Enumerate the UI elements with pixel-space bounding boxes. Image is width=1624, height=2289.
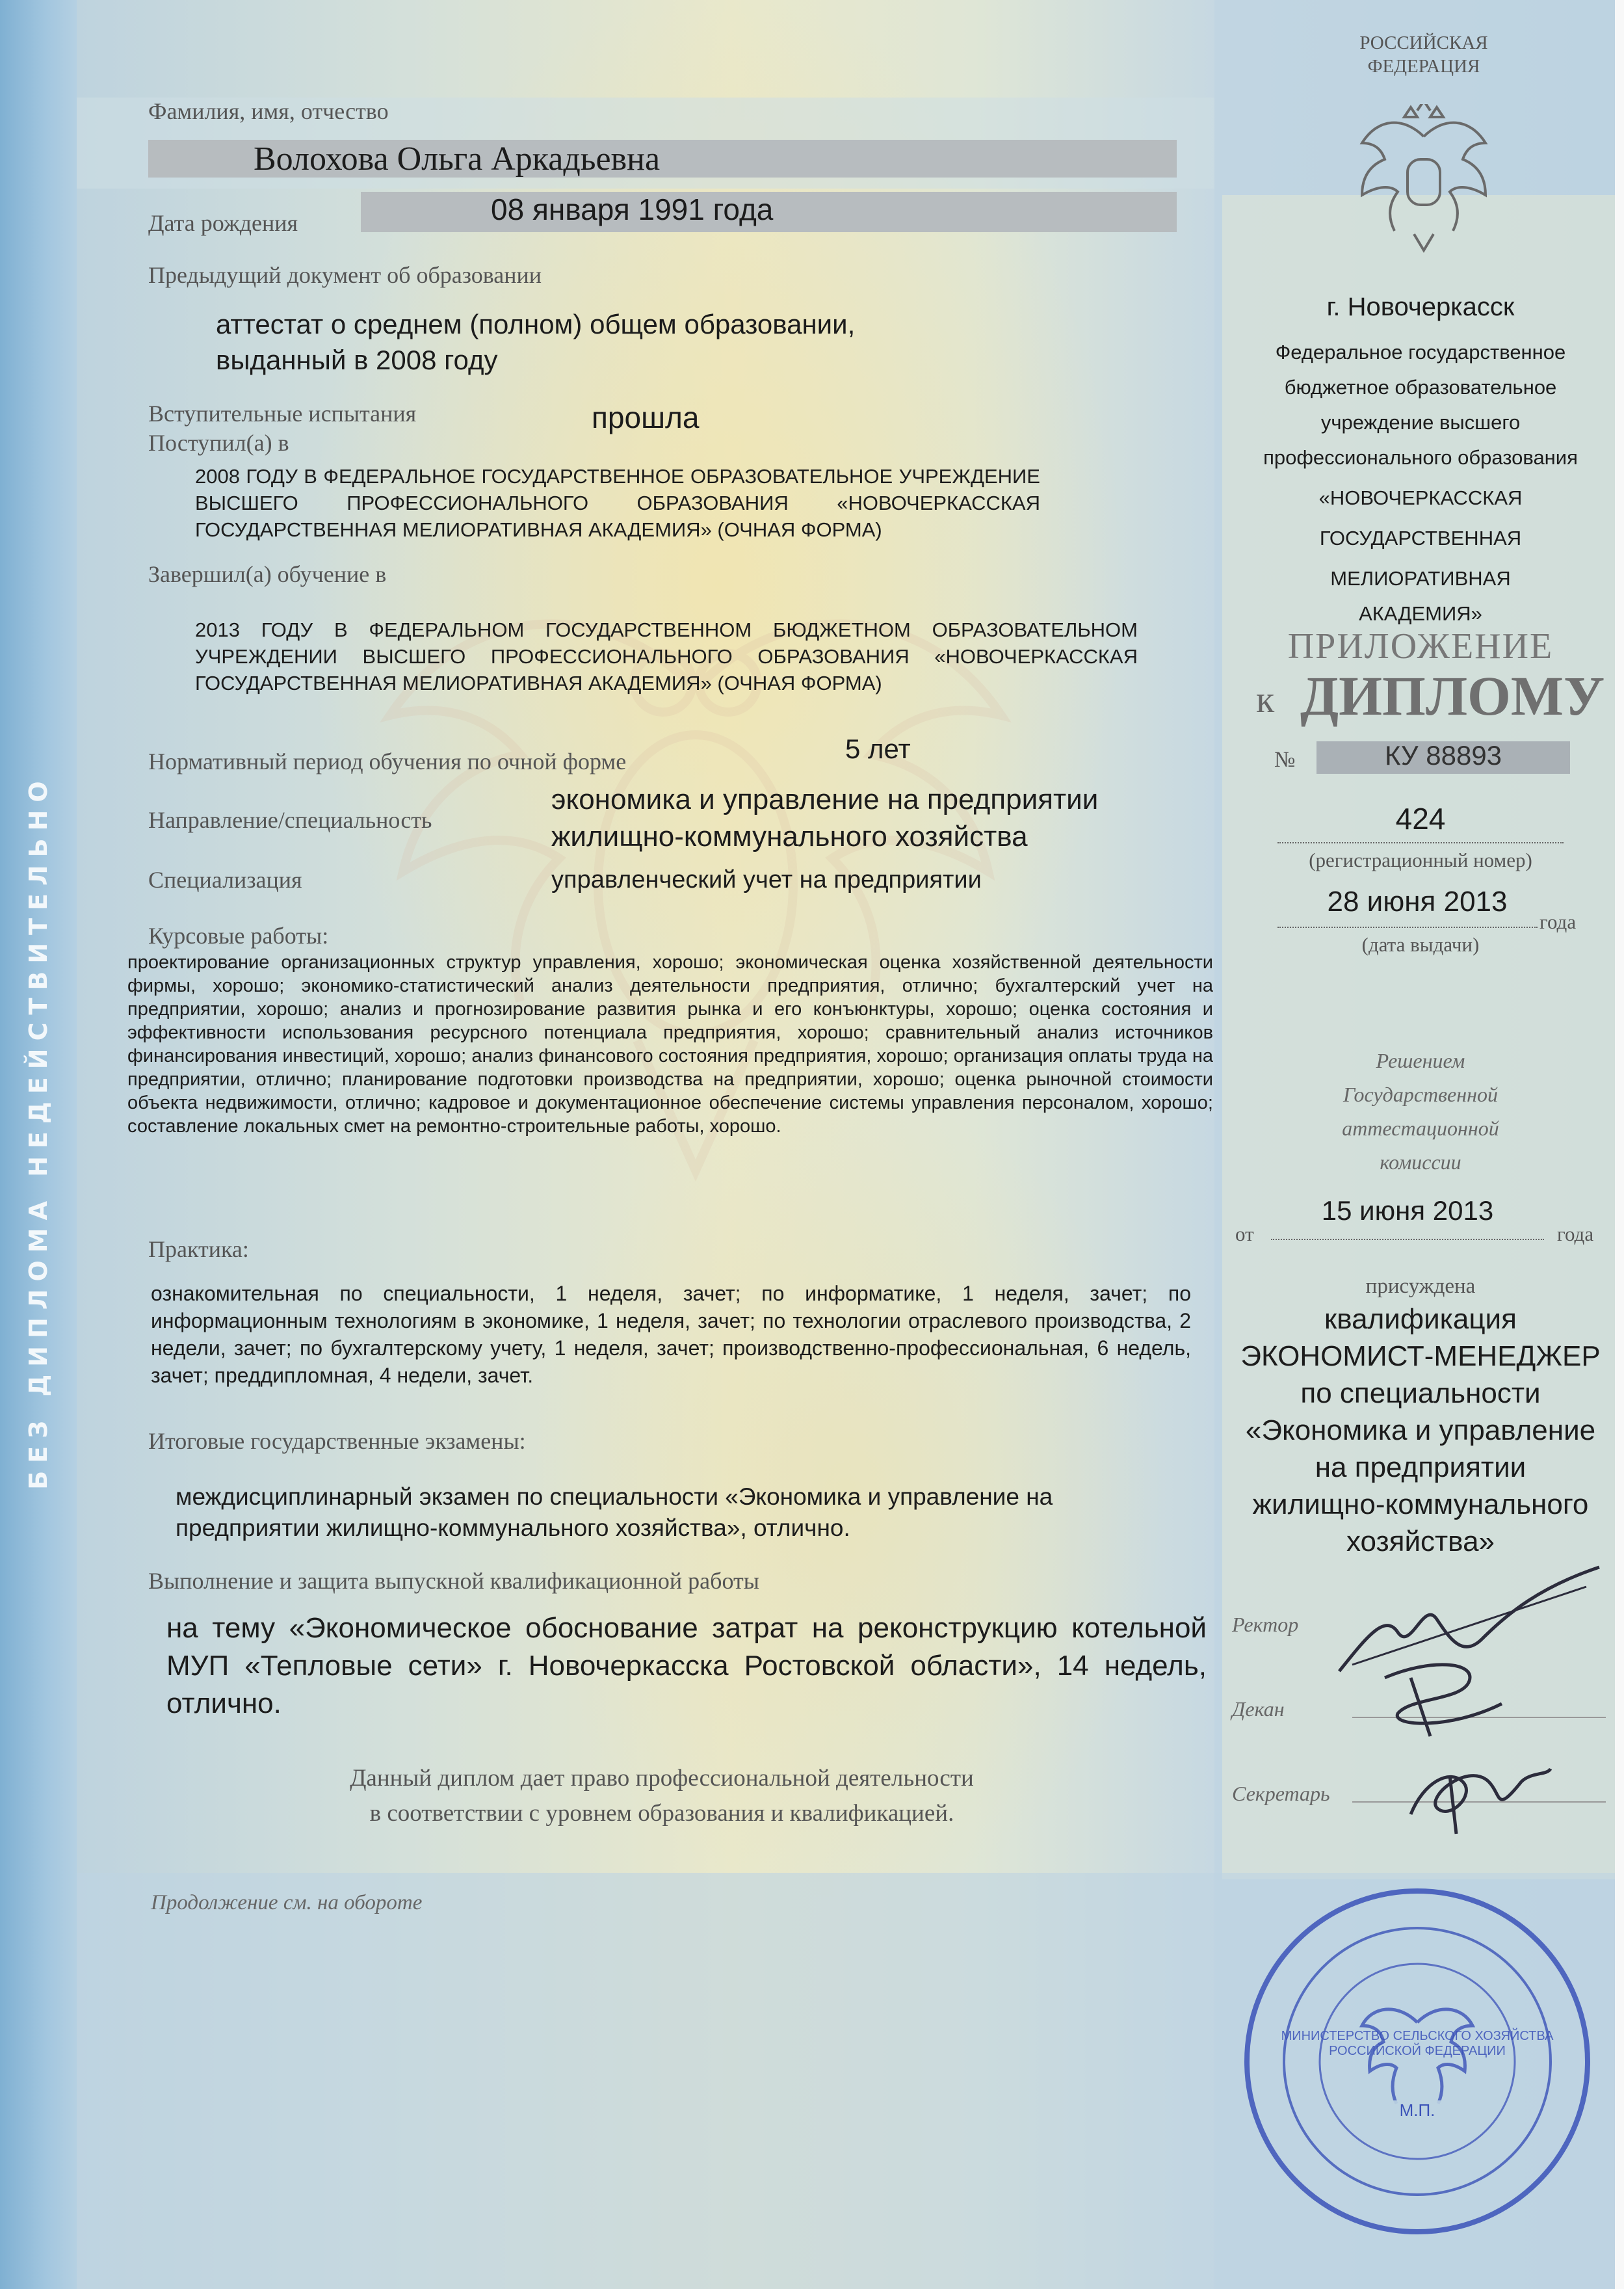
decision-line: комиссии [1380, 1150, 1461, 1174]
fio-label: Фамилия, имя, отчество [148, 98, 389, 124]
issue-underline [1277, 927, 1538, 928]
exams-value: междисциплинарный экзамен по специальности «Экономика и управление на предприятии жилищно-коммунального хозяйства», отлично. [176, 1483, 1053, 1541]
secretary-label: Секретарь [1232, 1782, 1330, 1805]
decision-line: Государственной [1343, 1083, 1498, 1106]
rights-line2: в соответствии с уровнем образования и квалификацией. [369, 1800, 954, 1827]
institution-name [1235, 335, 1606, 631]
decision-from: от [1235, 1223, 1254, 1245]
decision-year-word: года [1557, 1223, 1594, 1245]
title-diploma: ДИПЛОМУ [1300, 665, 1605, 727]
prev-doc-line1: аттестат о среднем (полном) общем образовании, [216, 309, 856, 339]
city: г. Новочеркасск [1326, 293, 1515, 321]
institution-line: Федеральное государственное [1275, 341, 1566, 364]
birth-label: Дата рождения [148, 210, 298, 236]
rights-line1: Данный диплом дает право профессиональной деятельности [350, 1765, 974, 1792]
side-strip-text: БЕЗ ДИПЛОМА НЕДЕЙСТВИТЕЛЬНО [24, 773, 53, 1490]
direction-label: Направление/специальность [148, 807, 432, 833]
exams-label: Итоговые государственные экзамены: [148, 1428, 526, 1454]
side-strip [0, 0, 77, 2289]
diploma-number: КУ 88893 [1384, 740, 1502, 771]
direction-line2: жилищно-коммунального хозяйства [551, 821, 1028, 853]
coursework-value: проектирование организационных структур управления, хорошо; экономическая оценка хозяйственной деятельности фирмы, хорошо; экономико-статистический анализ деятельности предприятия, отлично; бухгалтерский учет на предприятии, хорошо; анализ и прогнозирование развития рынка и его конъюнктуры, хорошо; оценка состояния и эффективности использования ресурсного потенциала предприятия, хорошо; сравнительный анализ источников финансирования инвестиций, хорошо; анализ финансового состояния предприятия, хорошо; организация оплаты труда на предприятии, отлично; планирование подготовки производства на предприятии, хорошо; оценка рыночной стоимости объекта недвижимости, отлично; кадровое и документационное обеспечение системы управления персоналом, хорошо; составление локальных смет на ремонтно-строительные работы, хорошо. [127, 952, 1213, 1137]
entered-value: 2008 ГОДУ В ФЕДЕРАЛЬНОЕ ГОСУДАРСТВЕННОЕ ОБРАЗОВАТЕЛЬНОЕ УЧРЕЖДЕНИЕ ВЫСШЕГО ПРОФЕССИОНАЛЬНОГО ОБРАЗОВАНИЯ «НОВОЧЕРКАССКАЯ ГОСУДАРСТВЕННАЯ МЕЛИОРАТИВНАЯ АКАДЕМИЯ» (ОЧНАЯ ФОРМА) [195, 465, 1040, 541]
qualification-line: по специальности [1300, 1377, 1541, 1409]
institution-line: ГОСУДАРСТВЕННАЯ [1319, 527, 1522, 549]
issue-label: (дата выдачи) [1361, 933, 1480, 956]
reg-underline [1277, 842, 1564, 843]
institution-line: АКАДЕМИЯ» [1359, 602, 1482, 625]
title-supplement: ПРИЛОЖЕНИЕ [1287, 626, 1554, 667]
qualification-line: на предприятии [1315, 1451, 1526, 1483]
period-value: 5 лет [845, 734, 911, 764]
finished-value: 2013 ГОДУ В ФЕДЕРАЛЬНОМ ГОСУДАРСТВЕННОМ БЮДЖЕТНОМ ОБРАЗОВАТЕЛЬНОМ УЧРЕЖДЕНИИ ВЫСШЕГО ПРОФЕССИОНАЛЬНОГО ОБРАЗОВАНИЯ «НОВОЧЕРКАССКАЯ ГОСУДАРСТВЕННАЯ МЕЛИОРАТИВНАЯ АКАДЕМИЯ» (ОЧНАЯ ФОРМА) [195, 618, 1138, 695]
issue-year-word: года [1539, 910, 1577, 933]
prev-doc-line2: выданный в 2008 году [216, 345, 498, 375]
stamp-text: МИНИСТЕРСТВО СЕЛЬСКОГО ХОЗЯЙСТВА РОССИЙСКОЙ ФЕДЕРАЦИИ [1281, 2029, 1554, 2058]
fio-value: Волохова Ольга Аркадьевна [254, 140, 661, 178]
reg-label: (регистрационный номер) [1309, 849, 1532, 871]
decision-date: 15 июня 2013 [1321, 1195, 1494, 1226]
country-name: РОССИЙСКАЯ ФЕДЕРАЦИЯ [1359, 33, 1488, 77]
dean-signature-icon [1372, 1652, 1534, 1743]
institution-line: бюджетное образовательное [1284, 376, 1557, 399]
thesis-value: на тему «Экономическое обоснование затрат на реконструкцию котельной МУП «Тепловые сети» г. Новочеркасска Ростовской области», 14 недель, отлично. [166, 1612, 1207, 1719]
stamp-center: М.П. [1378, 2100, 1456, 2121]
page-edge [1615, 0, 1624, 2289]
institution-line: «НОВОЧЕРКАССКАЯ [1318, 486, 1523, 509]
institution-line: учреждение высшего [1320, 411, 1521, 434]
institution-line: МЕЛИОРАТИВНАЯ [1330, 567, 1511, 590]
prev-doc-label: Предыдущий документ об образовании [148, 262, 542, 288]
issue-date: 28 июня 2013 [1327, 886, 1508, 918]
entrance-value: прошла [592, 401, 700, 434]
practice-value: ознакомительная по специальности, 1 неделя, зачет; по информатике, 1 неделя, зачет; по информационным технологиям в экономике, 1 неделя, зачет; по технологии отраслевого производства, 2 недели, зачет; по бухгалтерскому учету, 1 неделя, зачет; производственно-профессиональная, 6 недель, зачет; преддипломная, 4 недели, зачет. [151, 1282, 1191, 1387]
qualification-title: ЭКОНОМИСТ-МЕНЕДЖЕР [1240, 1340, 1601, 1372]
birth-value: 08 января 1991 года [491, 192, 774, 226]
qualification-line: хозяйства» [1346, 1526, 1495, 1557]
awarded: присуждена [1365, 1275, 1476, 1298]
entered-label: Поступил(а) в [148, 430, 289, 456]
continued-note: Продолжение см. на обороте [151, 1891, 423, 1914]
specialization-value: управленческий учет на предприятии [551, 866, 982, 893]
period-label: Нормативный период обучения по очной форме [148, 748, 627, 774]
number-sign: № [1274, 748, 1296, 772]
rights-note [148, 1761, 1175, 1831]
qualification-line: квалификация [1324, 1303, 1517, 1335]
thesis-label: Выполнение и защита выпускной квалификационной работы [148, 1568, 759, 1594]
official-stamp-icon [1235, 1886, 1599, 2237]
direction-line1: экономика и управление на предприятии [551, 784, 1099, 815]
coat-of-arms-icon [1352, 104, 1495, 254]
qualification-line: «Экономика и управление [1245, 1414, 1596, 1446]
decision-underline [1271, 1239, 1544, 1240]
qualification-block [1222, 1301, 1619, 1560]
specialization-label: Специализация [148, 867, 302, 893]
practice-label: Практика: [148, 1236, 249, 1262]
entrance-label: Вступительные испытания [148, 401, 417, 427]
institution-line: профессионального образования [1263, 446, 1578, 469]
coursework-label: Курсовые работы: [148, 923, 329, 949]
rector-label: Ректор [1232, 1613, 1299, 1636]
dean-label: Декан [1232, 1697, 1285, 1721]
secretary-signature-icon [1391, 1743, 1560, 1840]
decision-line: Решением [1376, 1049, 1465, 1072]
finished-label: Завершил(а) обучение в [148, 561, 387, 587]
reg-number: 424 [1395, 802, 1446, 836]
decision-block [1235, 1044, 1606, 1179]
qualification-line: жилищно-коммунального [1252, 1489, 1589, 1520]
title-k: к [1256, 678, 1275, 721]
decision-line: аттестационной [1342, 1117, 1499, 1140]
